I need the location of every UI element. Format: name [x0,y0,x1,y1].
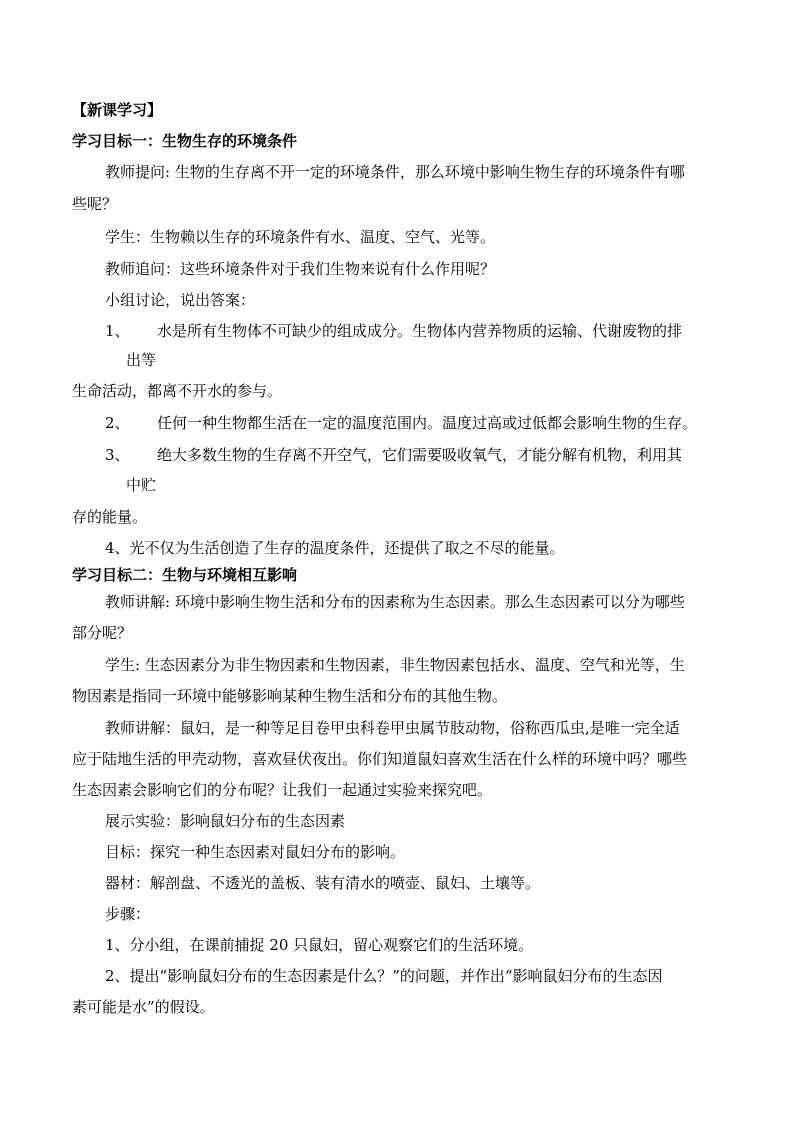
teacher-explain2-line1: 教师讲解：鼠妇，是一种等足目卷甲虫科卷甲虫属节肢动物，俗称西瓜虫,是唯一完全适 [105,719,680,737]
list-item-text: 任何一种生物都生活在一定的温度范围内。温度过高或过低都会影响生物的生存。 [157,414,698,432]
student-answer-line2: 物因素是指同一环境中能够影响某种生物生活和分布的其他生物。 [72,687,508,705]
list-item-number: 3、 [105,446,130,464]
teacher-explain-line2: 部分呢？ [72,624,133,642]
steps-label: 步骤： [105,905,151,923]
student-answer: 学生：生物赖以生存的环境条件有水、温度、空气、光等。 [105,228,496,246]
teacher-explain2-line3: 生态因素会影响它们的分布呢？让我们一起通过实验来探究吧。 [72,781,493,799]
list-item-continuation: 生命活动，都离不开水的参与。 [72,382,283,400]
step-1: 1、分小组，在课前捕捉 20 只鼠妇，留心观察它们的生活环境。 [105,936,534,954]
teacher-followup: 教师追问：这些环境条件对于我们生物来说有什么作用呢？ [105,260,496,278]
list-item-text-wrap: 中贮 [126,476,157,494]
list-item-number: 2、 [105,414,130,432]
experiment-materials: 器材：解剖盘、不透光的盖板、装有清水的喷壶、鼠妇、土壤等。 [105,874,541,892]
student-answer-line1: 学生: 生态因素分为非生物因素和生物因素，非生物因素包括水、温度、空气和光等，生 [105,656,685,674]
list-item-text: 绝大多数生物的生存离不开空气，它们需要吸收氧气，才能分解有机物，利用其 [157,446,683,464]
objective2-heading: 学习目标二：生物与环境相互影响 [72,566,298,584]
teacher-explain-line1: 教师讲解: 环境中影响生物生活和分布的因素称为生态因素。那么生态因素可以分为哪些 [105,593,685,611]
list-item-4: 4、光不仅为生活创造了生存的温度条件，还提供了取之不尽的能量。 [105,539,565,557]
teacher-question-line1: 教师提问: 生物的生存离不开一定的环境条件，那么环境中影响生物生存的环境条件有哪 [105,163,685,181]
list-item-text: 水是所有生物体不可缺少的组成成分。生物体内营养物质的运输、代谢废物的排 [157,322,683,340]
experiment-goal: 目标：探究一种生态因素对鼠妇分布的影响。 [105,843,406,861]
list-item-number: 1、 [105,322,130,340]
list-item-text-wrap: 出等 [126,351,157,369]
teacher-explain2-line2: 应于陆地生活的甲壳动物，喜欢昼伏夜出。你们知道鼠妇喜欢生活在什么样的环境中吗？哪些 [72,750,688,768]
group-discussion: 小组讨论，说出答案： [105,291,256,309]
teacher-question-line2: 些呢？ [72,195,118,213]
step-2-line2: 素可能是水”的假设。 [72,998,215,1016]
section-title: 【新课学习】 [72,101,163,119]
step-2-line1: 2、提出“影响鼠妇分布的生态因素是什么？”的问题，并作出“影响鼠妇分布的生态因 [105,967,663,985]
list-item-continuation: 存的能量。 [72,508,148,526]
objective1-heading: 学习目标一：生物生存的环境条件 [72,132,298,150]
experiment-title: 展示实验：影响鼠妇分布的生态因素 [105,812,346,830]
